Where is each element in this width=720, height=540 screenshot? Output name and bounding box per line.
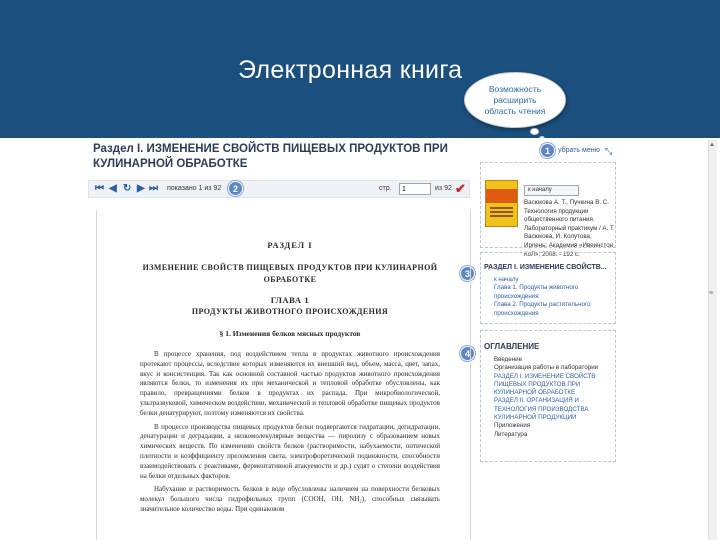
book-page — [140, 240, 440, 519]
toc-item[interactable]: Организация работы в лаборатории — [494, 364, 599, 372]
book-cover-image[interactable] — [485, 180, 518, 227]
section-link[interactable]: Глава 2. Продукты растительного происхождения — [494, 301, 591, 317]
scroll-thumb-icon[interactable]: ≡ — [709, 290, 714, 297]
book-chapter-title: ПРОДУКТЫ ЖИВОТНОГО ПРОИСХОЖДЕНИЯ — [191, 307, 389, 316]
book-chapter: ГЛАВА 1 — [270, 295, 310, 305]
toc-head: ОГЛАВЛЕНИЕ — [484, 342, 540, 351]
toc-list — [494, 356, 616, 439]
back-to-start-button[interactable]: к началу — [524, 185, 579, 196]
section-title: Раздел I. ИЗМЕНЕНИЕ СВОЙСТВ ПИЩЕВЫХ ПРОДУКТОВ ПРИ КУЛИНАРНОЙ ОБРАБОТКЕ — [93, 143, 448, 170]
checkmark-icon[interactable]: ✔ — [455, 181, 466, 196]
refresh-icon[interactable]: ↻ — [123, 183, 132, 194]
showing-label: показано 1 из 92 — [167, 185, 222, 192]
prev-page-icon[interactable]: ◀ — [109, 183, 117, 194]
book-paragraph: В процессе производства пищевых продуктов белки подвергаются гидратации, дегидратации, денатурации и деградации, а низкомолекулярные вещества — пиролизу с образованием новых химических веществ. По изменению свойств белков (растворимости, набухаемости, оптической плотности и коэффициенту преломления света, электрофоретической подвижности, способности взаимодействовать с реактивами, ферментативной атакуемости и др.) судят о степени воздействия на белки отдельных факторов. — [140, 422, 440, 480]
toc-item[interactable]: Введение — [494, 356, 523, 363]
book-part: РАЗДЕЛ I — [267, 240, 313, 250]
toc-item[interactable]: РАЗДЕЛ II. ОРГАНИЗАЦИЯ И ТЕХНОЛОГИЯ ПРОИЗВОДСТВА КУЛИНАРНОЙ ПРОДУКЦИИ — [494, 397, 589, 422]
badge-3: 3 — [460, 266, 475, 281]
next-page-icon[interactable]: ▶ — [137, 183, 145, 194]
page-label: стр. — [379, 185, 392, 192]
vertical-scrollbar[interactable] — [708, 140, 717, 540]
callout-text: Возможность расширить область чтения — [484, 83, 546, 116]
slide-title: Электронная книга — [238, 56, 463, 84]
section-link[interactable]: Глава 1. Продукты животного происхождения — [494, 284, 579, 300]
collapse-arrows-icon[interactable]: ⤡ — [605, 146, 613, 156]
callout-tail-large — [530, 128, 539, 135]
section-nav-links — [494, 276, 614, 318]
callout-bubble — [464, 72, 566, 128]
badge-4: 4 — [460, 346, 475, 361]
pager-toolbar — [88, 180, 470, 198]
hide-menu-link[interactable]: убрать меню — [558, 147, 600, 154]
toc-item[interactable]: РАЗДЕЛ I. ИЗМЕНЕНИЕ СВОЙСТВ ПИЩЕВЫХ ПРОДУКТОВ ПРИ КУЛИНАРНОЙ ОБРАБОТКЕ — [494, 372, 596, 397]
toc-item[interactable]: Литература — [494, 430, 528, 438]
scroll-up-icon[interactable]: ▲ — [709, 142, 715, 148]
section-nav-head[interactable]: РАЗДЕЛ I. ИЗМЕНЕНИЕ СВОЙСТВ... — [484, 264, 607, 271]
page-border-left — [96, 210, 97, 540]
book-section: § 1. Изменения белков мясных продуктов — [219, 329, 361, 338]
book-cover-lines — [490, 207, 513, 209]
page-number-input[interactable] — [399, 183, 431, 195]
badge-1: 1 — [540, 143, 555, 158]
book-info-text: Васюкова А. Т., Пучкина В. С. Технология продукции общественного питания. Лабораторный практикум / А. Т. Васюкова, И. Колутова, Ирпень: Академия «Ивеинстон КоЛ», 2008. - 192 с. — [524, 199, 615, 258]
first-page-icon[interactable]: ⏮ — [95, 183, 104, 194]
book-paragraph: Набухание и растворимость белков в воде обусловлены наличием на поверхности белковых молекул большого числа гидрофильных групп (СООН, ОН, NH₂), способных связывать значительное количество воды. При одинаковом — [140, 485, 440, 513]
page-total-label: из 92 — [435, 185, 452, 192]
toc-item[interactable]: Приложения — [494, 422, 531, 430]
book-paragraph: В процессе хранения, под воздействием тепла в продуктах животного происхождения протекают процессы, вследствие которых изменяются их внешний вид, объем, масса, цвет, запах, вкус и консистенция. Так как основной составной частью продуктов животного происхождения являются белки, то изменения их при механической и тепловой обработке обусловлены, как правило, превращениями белков в продуктах их распада. При микробиологической, ультразвуковой, химическом воздействии, механической и тепловой обработке пищевых продуктов белки денатурируют, поэтому изменяются их свойства. — [140, 350, 440, 417]
book-cover-band — [486, 189, 517, 203]
badge-2: 2 — [228, 181, 243, 196]
book-part-title: ИЗМЕНЕНИЕ СВОЙСТВ ПИЩЕВЫХ ПРОДУКТОВ ПРИ КУЛИНАРНОЙ ОБРАБОТКЕ — [142, 263, 438, 284]
page-border-right — [470, 210, 471, 540]
last-page-icon[interactable]: ⏭ — [149, 183, 158, 194]
slide-header — [0, 0, 720, 138]
section-link[interactable]: к началу — [494, 276, 519, 283]
